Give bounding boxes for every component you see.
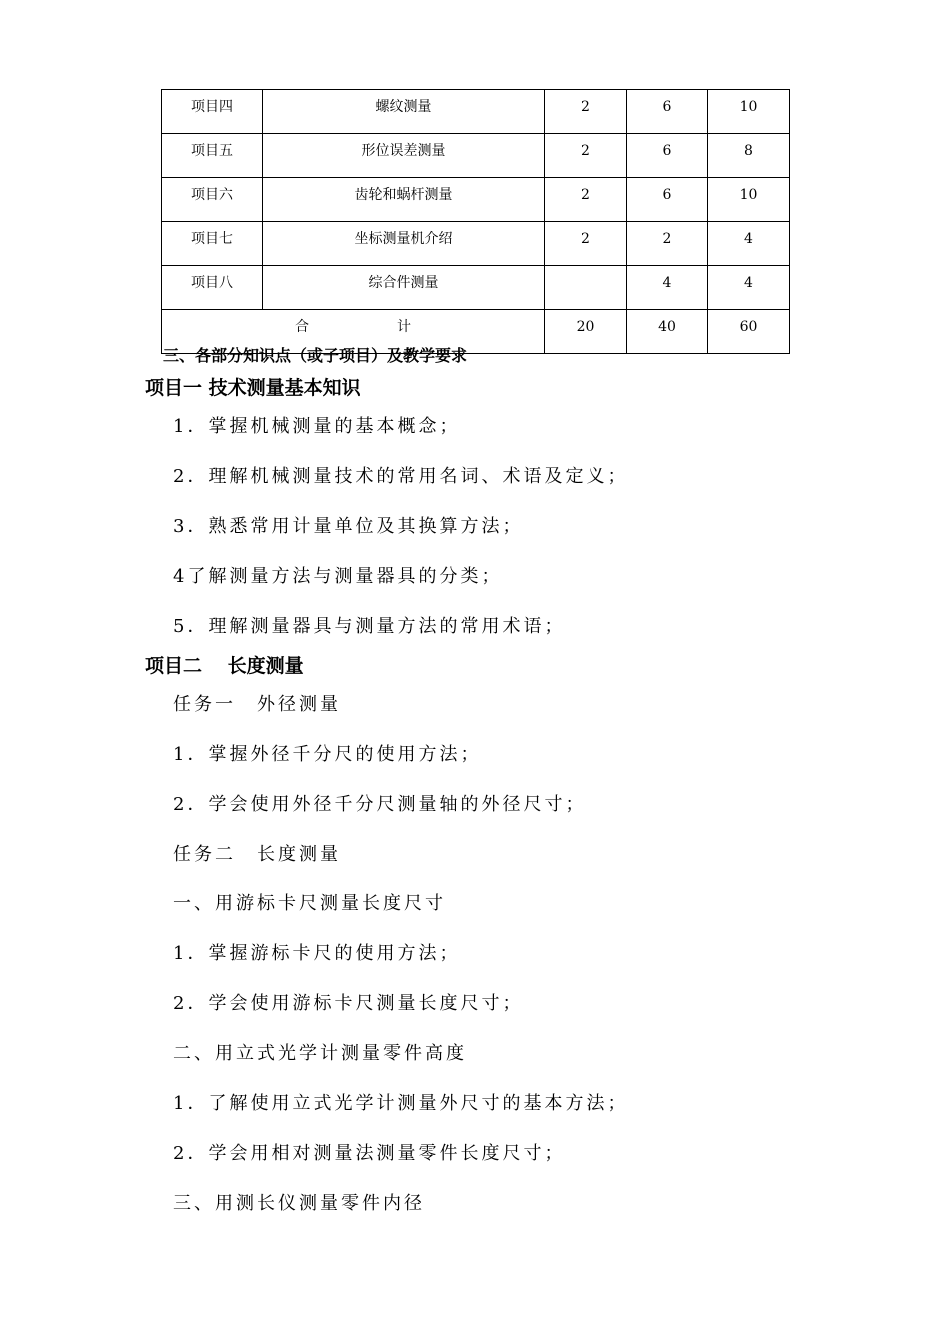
project-content: 综合件测量: [263, 266, 545, 310]
project-name: 项目八: [162, 266, 263, 310]
project-name: 项目六: [162, 178, 263, 222]
project-name: 项目五: [162, 134, 263, 178]
list-item: 2．学会使用游标卡尺测量长度尺寸；: [173, 993, 524, 1014]
total-cell: 40: [627, 310, 708, 354]
list-item: 1．掌握机械测量的基本概念；: [173, 416, 461, 437]
table-row: [162, 222, 790, 266]
hours-cell: 6: [627, 90, 708, 134]
project-content: 坐标测量机介绍: [263, 222, 545, 266]
list-item: 2．学会使用外径千分尺测量轴的外径尺寸；: [173, 794, 587, 815]
table-row: [162, 134, 790, 178]
hours-cell: 4: [627, 266, 708, 310]
hours-cell: 2: [545, 178, 627, 222]
table-row: [162, 266, 790, 310]
project-content: 形位误差测量: [263, 134, 545, 178]
list-item: 2．理解机械测量技术的常用名词、术语及定义；: [173, 466, 629, 487]
hours-cell: 4: [708, 222, 790, 266]
total-cell: 60: [708, 310, 790, 354]
project-content: 齿轮和蜗杆测量: [263, 178, 545, 222]
task-heading: 任务二 长度测量: [173, 844, 341, 865]
hours-cell: 2: [545, 222, 627, 266]
list-item: 1．了解使用立式光学计测量外尺寸的基本方法；: [173, 1093, 629, 1114]
total-label-left: 合: [295, 318, 309, 335]
list-item: 1．掌握外径千分尺的使用方法；: [173, 744, 482, 765]
hours-cell: 4: [708, 266, 790, 310]
hours-cell: 10: [708, 178, 790, 222]
list-item: 3．熟悉常用计量单位及其换算方法；: [173, 516, 524, 537]
list-item: 1．掌握游标卡尺的使用方法；: [173, 943, 461, 964]
project-content: 螺纹测量: [263, 90, 545, 134]
total-label-right: 计: [397, 318, 411, 335]
sub-heading: 三、用测长仪测量零件内径: [173, 1193, 425, 1214]
hours-cell: 6: [627, 178, 708, 222]
hours-cell: 2: [545, 134, 627, 178]
section-heading: 三、各部分知识点（或子项目）及教学要求: [163, 346, 468, 365]
hours-table: [161, 89, 790, 354]
hours-cell: 6: [627, 134, 708, 178]
sub-heading: 一、用游标卡尺测量长度尺寸: [173, 893, 446, 914]
list-item: 5．理解测量器具与测量方法的常用术语；: [173, 616, 566, 637]
task-heading: 任务一 外径测量: [173, 694, 341, 715]
list-item: 2．学会用相对测量法测量零件长度尺寸；: [173, 1143, 566, 1164]
total-cell: 20: [545, 310, 627, 354]
hours-cell: 2: [627, 222, 708, 266]
project2-heading: 项目二 长度测量: [145, 655, 304, 677]
sub-heading: 二、用立式光学计测量零件高度: [173, 1043, 467, 1064]
project-name: 项目四: [162, 90, 263, 134]
hours-cell: 2: [545, 90, 627, 134]
project-name: 项目七: [162, 222, 263, 266]
hours-cell: 8: [708, 134, 790, 178]
table-row: [162, 178, 790, 222]
table-row: [162, 90, 790, 134]
project1-heading: 项目一 技术测量基本知识: [145, 377, 361, 399]
list-item: 4了解测量方法与测量器具的分类；: [173, 566, 503, 587]
hours-cell: [545, 266, 627, 310]
hours-cell: 10: [708, 90, 790, 134]
